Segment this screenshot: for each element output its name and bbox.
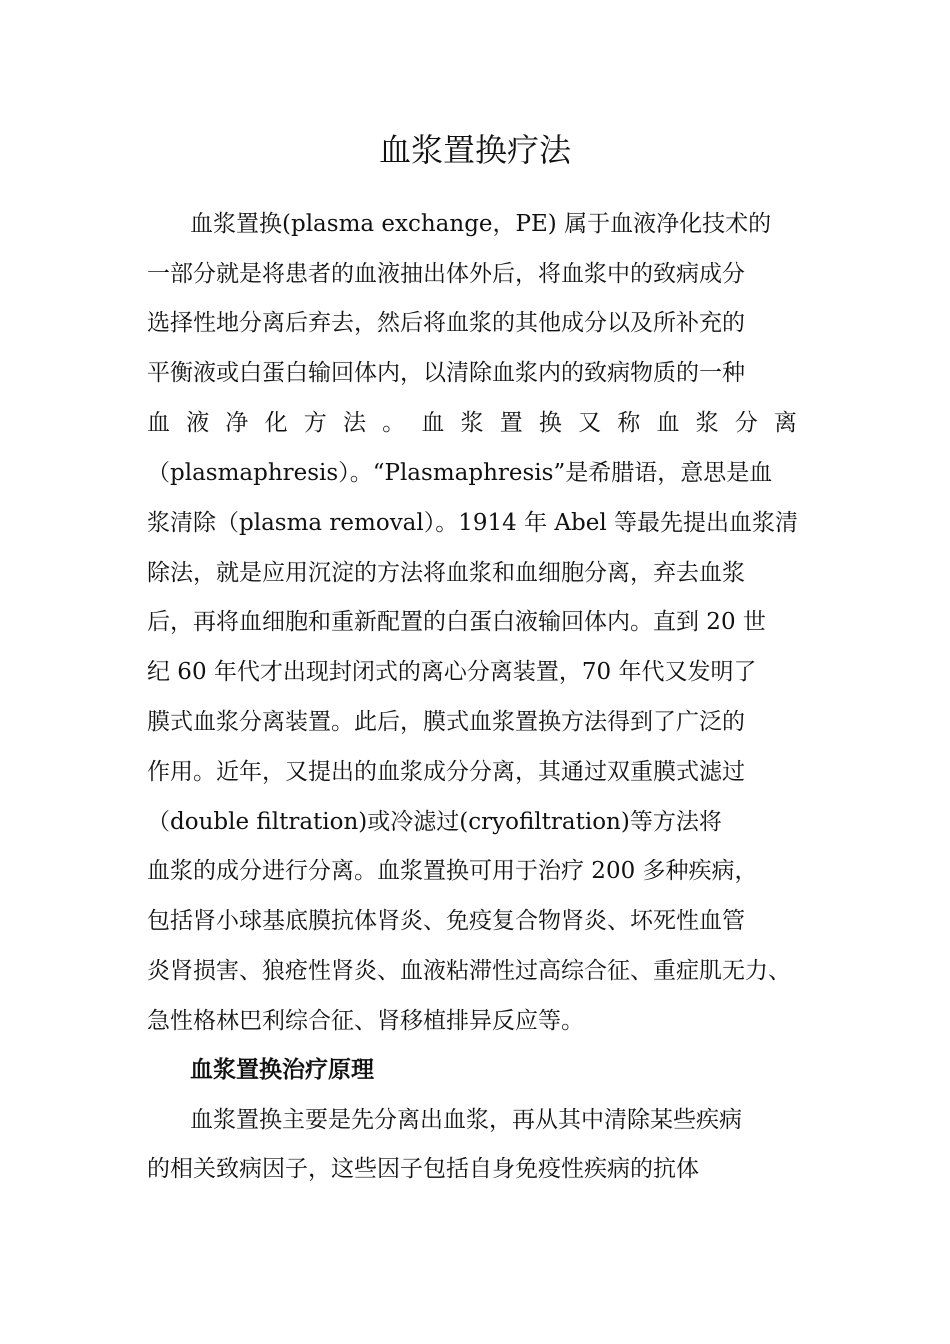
section-heading: 血浆置换治疗原理: [190, 1057, 374, 1083]
paragraph-1-line-10: 纪 60 年代才出现封闭式的离心分离装置，70 年代又发明了: [147, 659, 757, 685]
spaced-character: 浆: [695, 410, 719, 436]
spaced-character: 方: [303, 410, 327, 436]
spaced-character: 液: [186, 410, 210, 436]
spaced-character: 离: [774, 410, 797, 436]
paragraph-1-line-8: 除法，就是应用沉淀的方法将血浆和血细胞分离，弃去血浆: [147, 560, 745, 586]
paragraph-1-line-13: （double filtration)或冷滤过(cryofiltration)等方法将: [147, 809, 722, 835]
spaced-character: 。: [382, 410, 406, 436]
paragraph-2-line-2: 的相关致病因子，这些因子包括自身免疫性疾病的抗体: [147, 1156, 699, 1182]
paragraph-1-line-15: 包括肾小球基底膜抗体肾炎、免疫复合物肾炎、坏死性血管: [147, 908, 745, 934]
spaced-character: 血: [147, 410, 170, 436]
spaced-character: 分: [734, 410, 758, 436]
spaced-character: 法: [342, 410, 366, 436]
paragraph-1-line-5: [147, 405, 797, 441]
spaced-character: 称: [617, 410, 641, 436]
paragraph-1-line-16: 炎肾损害、狼疮性肾炎、血液粘滞性过高综合征、重症肌无力、: [147, 958, 791, 984]
spaced-character: 血: [656, 410, 680, 436]
paragraph-1-line-17: 急性格林巴利综合征、肾移植排异反应等。: [147, 1008, 584, 1034]
paragraph-1-line-12: 作用。近年，又提出的血浆成分分离，其通过双重膜式滤过: [147, 759, 745, 785]
paragraph-1-line-14: 血浆的成分进行分离。血浆置换可用于治疗 200 多种疾病，: [147, 858, 758, 884]
paragraph-1-line-9: 后，再将血细胞和重新配置的白蛋白液输回体内。直到 20 世: [147, 609, 766, 635]
paragraph-1-line-4: 平衡液或白蛋白输回体内，以清除血浆内的致病物质的一种: [147, 360, 745, 386]
paragraph-1-line-3: 选择性地分离后弃去，然后将血浆的其他成分以及所补充的: [147, 310, 745, 336]
paragraph-1-line-11: 膜式血浆分离装置。此后，膜式血浆置换方法得到了广泛的: [147, 709, 745, 735]
paragraph-1-line-1: 血浆置换(plasma exchange，PE) 属于血液净化技术的: [190, 211, 772, 237]
document-title: 血浆置换疗法: [378, 131, 571, 169]
spaced-character: 化: [264, 410, 288, 436]
spaced-character: 血: [421, 410, 445, 436]
spaced-character: 浆: [460, 410, 484, 436]
spaced-character: 置: [499, 410, 523, 436]
spaced-character: 净: [225, 410, 249, 436]
spaced-character: 换: [538, 410, 562, 436]
paragraph-1-line-6: （plasmaphresis）。“Plasmaphresis”是希腊语，意思是血: [147, 460, 773, 486]
spaced-character: 又: [578, 410, 602, 436]
paragraph-2-line-1: 血浆置换主要是先分离出血浆，再从其中清除某些疾病: [190, 1107, 742, 1133]
paragraph-1-line-7: 浆清除（plasma removal）。1914 年 Abel 等最先提出血浆清: [147, 510, 799, 536]
paragraph-1-line-2: 一部分就是将患者的血液抽出体外后，将血浆中的致病成分: [147, 261, 745, 287]
